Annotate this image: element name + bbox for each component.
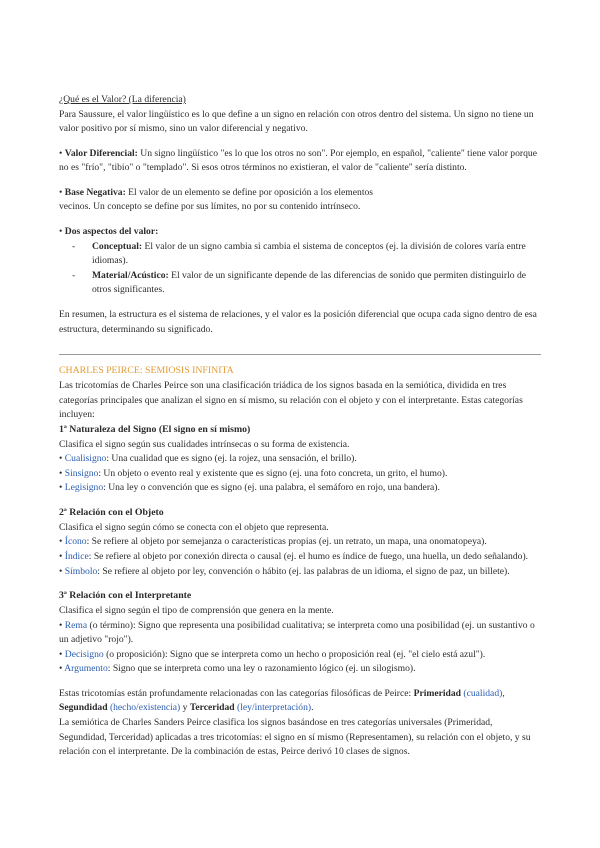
segundidad-label: Segundidad [59,702,108,714]
term-text: (o término): Signo que representa una posibilidad cualitativa; se interpreta como una posibilidad (ej. un sustantivo o un adjetivo "rojo"). [59,619,535,646]
section1-intro: Para Saussure, el valor lingüístico es lo que define a un signo en relación con otros dentro del sistema. Un signo no tiene un valor positivo por sí mismo, sino un valor diferencial y negativo. [59,108,534,135]
list-item [59,662,541,677]
term-indice: Índice [64,550,89,562]
bullet: • [59,619,63,631]
bullet: • [59,226,63,238]
group3-heading: 3ª Relación con el Interpretante [59,590,192,602]
bullet: • [59,648,63,660]
bullet: • [59,482,63,494]
base-negativa-paragraph [59,186,541,201]
valor-diferencial-label: Valor Diferencial: [64,147,138,159]
group1-heading: 1ª Naturaleza del Signo (El signo en sí mismo) [59,423,251,435]
list-item [59,565,541,580]
term-argumento: Argumento [64,663,108,675]
section1-title: ¿Qué es el Valor? (La diferencia) [59,94,186,105]
term-text: : Un objeto o evento real y existente que es signo (ej. una foto concreta, un grito, el humo). [98,467,448,479]
dos-aspectos-heading [59,225,541,240]
list-item [59,648,541,663]
bullet: • [59,147,63,159]
list-item [59,619,541,648]
term-icono: Ícono [64,536,87,548]
term-text: (o proposición): Signo que se interpreta como un hecho o proposición real (ej. "el cielo está azul"). [103,648,486,660]
list-item [59,535,541,550]
base-negativa-text-2: vecinos. Un concepto se define por sus límites, no por su contenido intrínseco. [59,201,361,213]
list-item [59,481,541,496]
term-cualisigno: Cualisigno [64,453,107,465]
document-page [59,93,541,760]
term-sinsigno: Sinsigno [64,467,99,479]
list-item [59,550,541,565]
aspect-label-conceptual: Conceptual: [92,240,143,252]
bullet: • [59,536,63,548]
dash-marker: - [72,269,76,281]
aspect-item-material [59,269,541,298]
base-negativa-label: Base Negativa: [64,186,126,198]
resumen-paragraph: En resumen, la estructura es el sistema de relaciones, y el valor es la posición diferencial que ocupa cada signo dentro de esa estructura, determinando su significado. [59,308,537,335]
closing-end: . [311,702,314,714]
list-item [59,467,541,482]
aspect-item-conceptual [59,240,541,269]
aspect-label-material: Material/Acústico: [92,269,169,281]
valor-diferencial-text: Un signo lingüístico "es lo que los otros no son". Por ejemplo, en español, "caliente" tiene valor porque no es "frío", "tibio" o "templado". Si esos otros términos no existieran, el valor de "caliente" sería distinto. [59,147,537,174]
dash-marker: - [72,240,76,252]
bullet: • [59,663,63,675]
term-text: : Una ley o convención que es signo (ej. una palabra, el semáforo en rojo, una bandera). [103,482,440,494]
dos-aspectos-label: Dos aspectos del valor: [64,226,159,238]
final-paragraph: La semiótica de Charles Sanders Peirce clasifica los signos basándose en tres categorías universales (Primeridad, Segundidad, Terceridad) aplicadas a tres tricotomías: el signo en sí mismo (Representamen), su relación con el objeto, y su relación con el interpretante. De la combinación de estas, Peirce derivó 10 clases de signos. [59,717,531,758]
terceridad-label: Terceridad [189,702,235,714]
term-text: : Se refiere al objeto por conexión directa o causal (ej. el humo es índice de fuego, una huella, un dedo señalando). [88,550,529,562]
closing-text: Estas tricotomías están profundamente relacionadas con las categorías filosóficas de Peirce: [59,687,414,699]
bullet: • [59,453,63,465]
term-decisigno: Decisigno [64,648,104,660]
aspect-item-text [92,240,541,269]
term-text: : Signo que se interpreta como una ley o razonamiento lógico (ej. un silogismo). [107,663,416,675]
section2-intro: Las tricotomías de Charles Peirce son una clasificación triádica de los signos basada en la semiótica, dividida en tres categorías principales que analizan el signo en sí mismo, su relación con el objeto y con el interpretante. Estas categorías incluyen: [59,379,523,421]
term-legisigno: Legisigno [64,482,104,494]
aspect-item-text [92,269,541,298]
group2-heading: 2ª Relación con el Objeto [59,506,164,518]
closing-sep: y [180,702,190,714]
group3-desc: Clasifica el signo según el tipo de comprensión que genera en la mente. [59,605,334,617]
section-divider [59,354,541,355]
aspect-text-material: El valor de un significante depende de las diferencias de sonido que permiten distinguirlo de otros significantes. [92,269,526,296]
valor-diferencial-paragraph [59,147,541,176]
primeridad-paren: (cualidad) [463,687,503,699]
term-text: : Se refiere al objeto por semejanza o características propias (ej. un retrato, un mapa, una onomatopeya). [86,536,487,548]
list-item [59,452,541,467]
term-text: : Una cualidad que es signo (ej. la rojez, una sensación, el brillo). [106,453,357,465]
closing-paragraph [59,687,541,716]
bullet: • [59,186,63,198]
aspect-text-conceptual: El valor de un signo cambia si cambia el sistema de conceptos (ej. la división de colores varía entre idiomas). [92,240,526,267]
group2-desc: Clasifica el signo según cómo se conecta con el objeto que representa. [59,521,329,533]
bullet: • [59,565,63,577]
base-negativa-text-1: El valor de un elemento se define por oposición a los elementos [125,186,374,198]
term-rema: Rema [64,619,88,631]
term-text: : Se refiere al objeto por ley, convención o hábito (ej. las palabras de un idioma, el signo de paz, un billete). [97,565,510,577]
closing-sep: , [502,687,505,699]
segundidad-paren: (hecho/existencia) [109,702,181,714]
section2-title: CHARLES PEIRCE: SEMIOSIS INFINITA [59,365,234,377]
terceridad-paren: (ley/interpretación) [237,702,312,714]
bullet: • [59,550,63,562]
primeridad-label: Primeridad [413,687,462,699]
group1-desc: Clasifica el signo según sus cualidades intrínsecas o su forma de existencia. [59,438,350,450]
bullet: • [59,467,63,479]
term-simbolo: Símbolo [64,565,98,577]
